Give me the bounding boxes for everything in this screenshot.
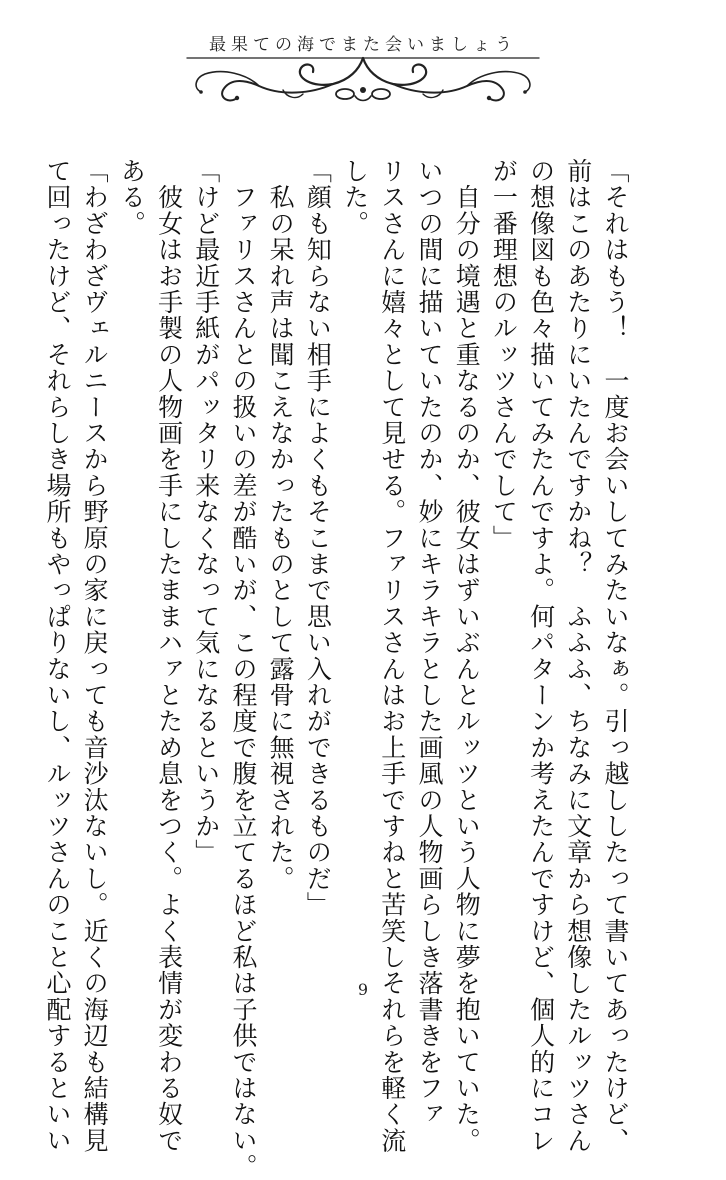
text-column: 「それはもう！ 一度お会いしてみたいなぁ。引っ越ししたって書いてあったけど、: [601, 158, 630, 1154]
text-column: て回ったけど、それらしき場所もやっぱりないし、ルッツさんのこと心配するといい: [42, 158, 72, 1154]
novel-body-text: [39, 158, 634, 1180]
text-column: ある。: [117, 158, 147, 237]
text-column: 私の呆れ声は聞こえなかったものとして露骨に無視された。: [266, 158, 296, 892]
text-column: 前はこのあたりにいたんですかね？ ふふふ、ちなみに文章から想像したルッツさん: [563, 158, 593, 1154]
running-title: 最果ての海でまた会いましょう: [209, 35, 517, 55]
text-column: の想像図も色々描いてみたんですよ。何パターンか考えたんですけど、個人的にコレ: [526, 158, 556, 1154]
text-column: した。: [340, 158, 370, 237]
text-column: いつの間に描いていたのか、妙にキラキラとした画風の人物画らしき落書きをファ: [414, 158, 444, 1128]
text-column: リスさんに嬉々として見せる。ファリスさんはお上手ですねと苦笑しそれらを軽く流: [377, 158, 407, 1154]
text-column: 自分の境遇と重なるのか、彼女はずいぶんとルッツという人物に夢を抱いていた。: [452, 158, 482, 1154]
text-column: 「顔も知らない相手によくもそこまで思い入れができるものだ」: [303, 158, 333, 918]
text-column: 「わざわざヴェルニースから野原の家に戻っても音沙汰ないし。近くの海辺も結構見: [80, 158, 110, 1154]
scroll-flourish-icon: [183, 50, 543, 106]
text-column: ファリスさんとの扱いの差が酷いが、この程度で腹を立てるほど私は子供ではない。: [228, 158, 258, 1180]
text-column: 彼女はお手製の人物画を手にしたままハァとため息をつく。よく表情が変わる奴で: [154, 158, 184, 1154]
text-column: が一番理想のルッツさんでして」: [489, 158, 519, 551]
text-column: 「けど最近手紙がパッタリ来なくなって気になるというか」: [191, 158, 221, 866]
page-number: 9: [357, 980, 369, 999]
